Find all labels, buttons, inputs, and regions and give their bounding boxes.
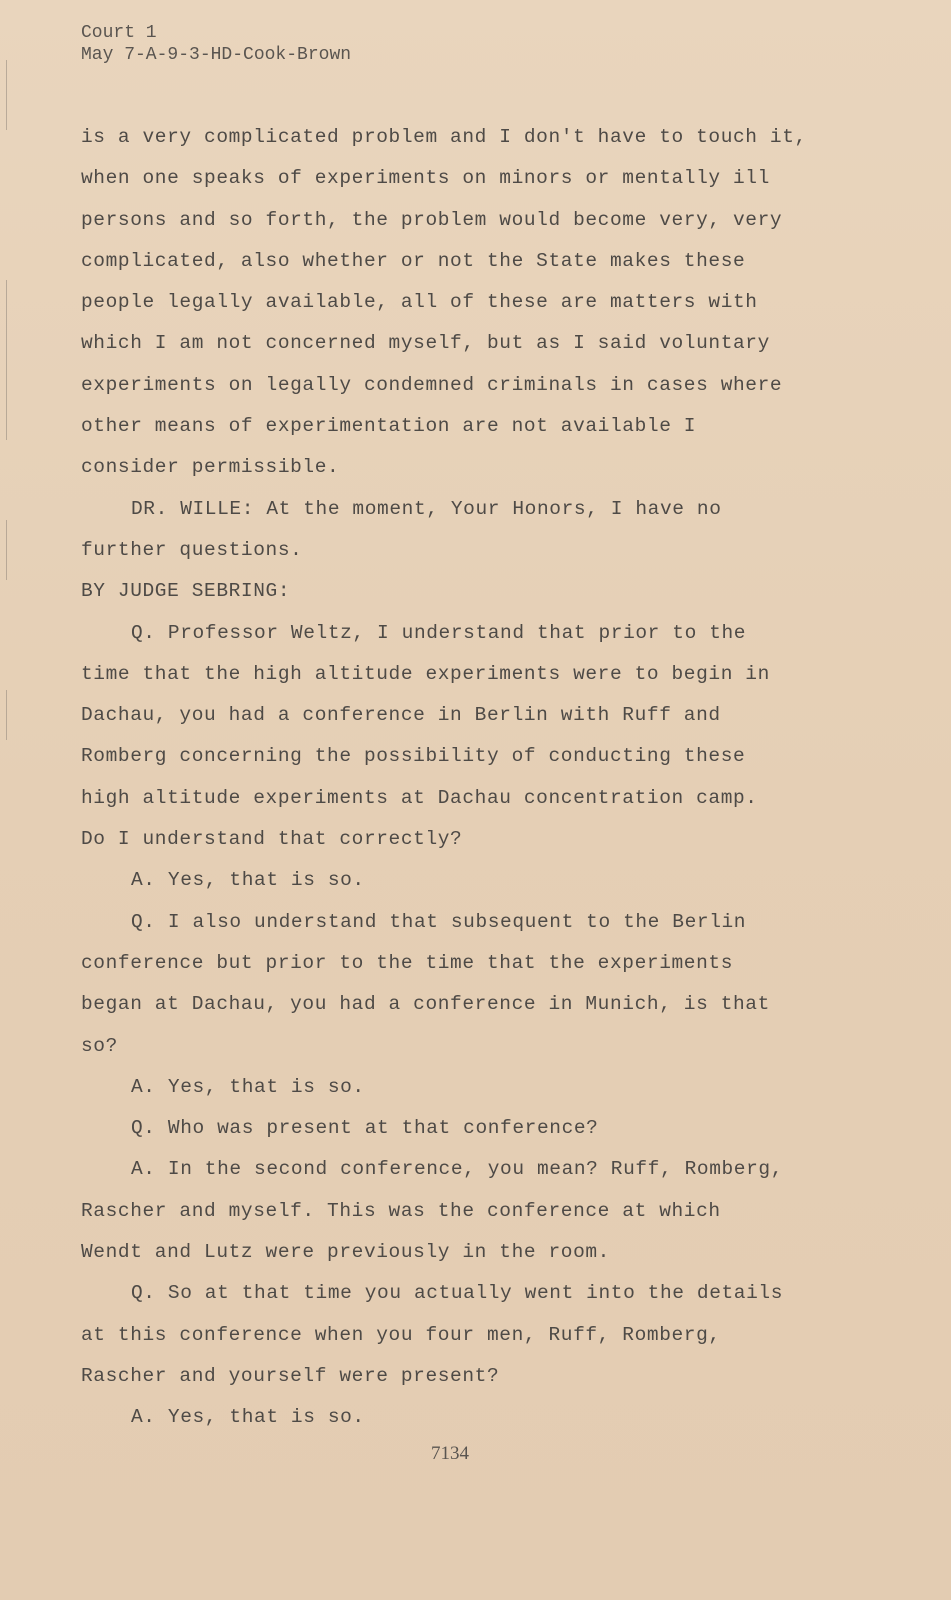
transcript-line: experiments on legally condemned criminals in cases where: [81, 373, 783, 396]
transcript-line: Rascher and myself. This was the conference at which: [81, 1199, 721, 1222]
margin-mark: [6, 690, 7, 740]
transcript-line: Q. So at that time you actually went into the details: [131, 1282, 784, 1305]
transcript-line: high altitude experiments at Dachau concentration camp.: [81, 786, 758, 809]
transcript-line: Do I understand that correctly?: [81, 828, 463, 851]
transcript-line: complicated, also whether or not the State makes these: [81, 249, 746, 272]
transcript-line: Q. I also understand that subsequent to the Berlin: [131, 910, 747, 933]
transcript-line: Romberg concerning the possibility of conducting these: [81, 745, 746, 768]
transcript-line: A. Yes, that is so.: [131, 869, 365, 892]
margin-mark: [6, 520, 7, 580]
transcript-line: persons and so forth, the problem would become very, very: [81, 208, 783, 231]
transcript-line: time that the high altitude experiments were to begin in: [81, 662, 770, 685]
transcript-line: at this conference when you four men, Ruff, Romberg,: [81, 1323, 721, 1346]
page-header: [81, 22, 351, 66]
transcript-line: people legally available, all of these are matters with: [81, 291, 758, 314]
transcript-line: is a very complicated problem and I don't have to touch it,: [81, 126, 807, 148]
transcript-line: conference but prior to the time that the experiments: [81, 951, 734, 974]
page-number: 7134: [431, 1443, 469, 1464]
session-code: May 7-A-9-3-HD-Cook-Brown: [81, 45, 352, 65]
transcript-line: A. In the second conference, you mean? Ruff, Romberg,: [131, 1158, 784, 1181]
transcript-line: began at Dachau, you had a conference in Munich, is that: [81, 993, 770, 1016]
margin-mark: [6, 280, 7, 440]
transcript-line: Dachau, you had a conference in Berlin with Ruff and: [81, 704, 721, 727]
transcript-line: further questions.: [81, 538, 303, 561]
transcript-line: DR. WILLE: At the moment, Your Honors, I have no: [131, 497, 722, 520]
margin-mark: [6, 60, 7, 130]
transcript-line: BY JUDGE SEBRING:: [81, 580, 291, 603]
transcript-line: when one speaks of experiments on minors or mentally ill: [81, 167, 770, 190]
court-label: Court 1: [81, 23, 157, 43]
transcript-line: other means of experimentation are not available I: [81, 415, 697, 438]
transcript-body: [81, 117, 911, 1439]
transcript-line: A. Yes, that is so.: [131, 1075, 365, 1098]
transcript-line: A. Yes, that is so.: [131, 1406, 365, 1429]
transcript-line: Q. Professor Weltz, I understand that prior to the: [131, 621, 747, 644]
transcript-line: Wendt and Lutz were previously in the room.: [81, 1241, 610, 1264]
transcript-line: consider permissible.: [81, 456, 340, 479]
transcript-line: Q. Who was present at that conference?: [131, 1117, 599, 1140]
transcript-line: Rascher and yourself were present?: [81, 1364, 500, 1387]
transcript-line: so?: [81, 1034, 118, 1057]
transcript-line: which I am not concerned myself, but as I said voluntary: [81, 332, 770, 355]
